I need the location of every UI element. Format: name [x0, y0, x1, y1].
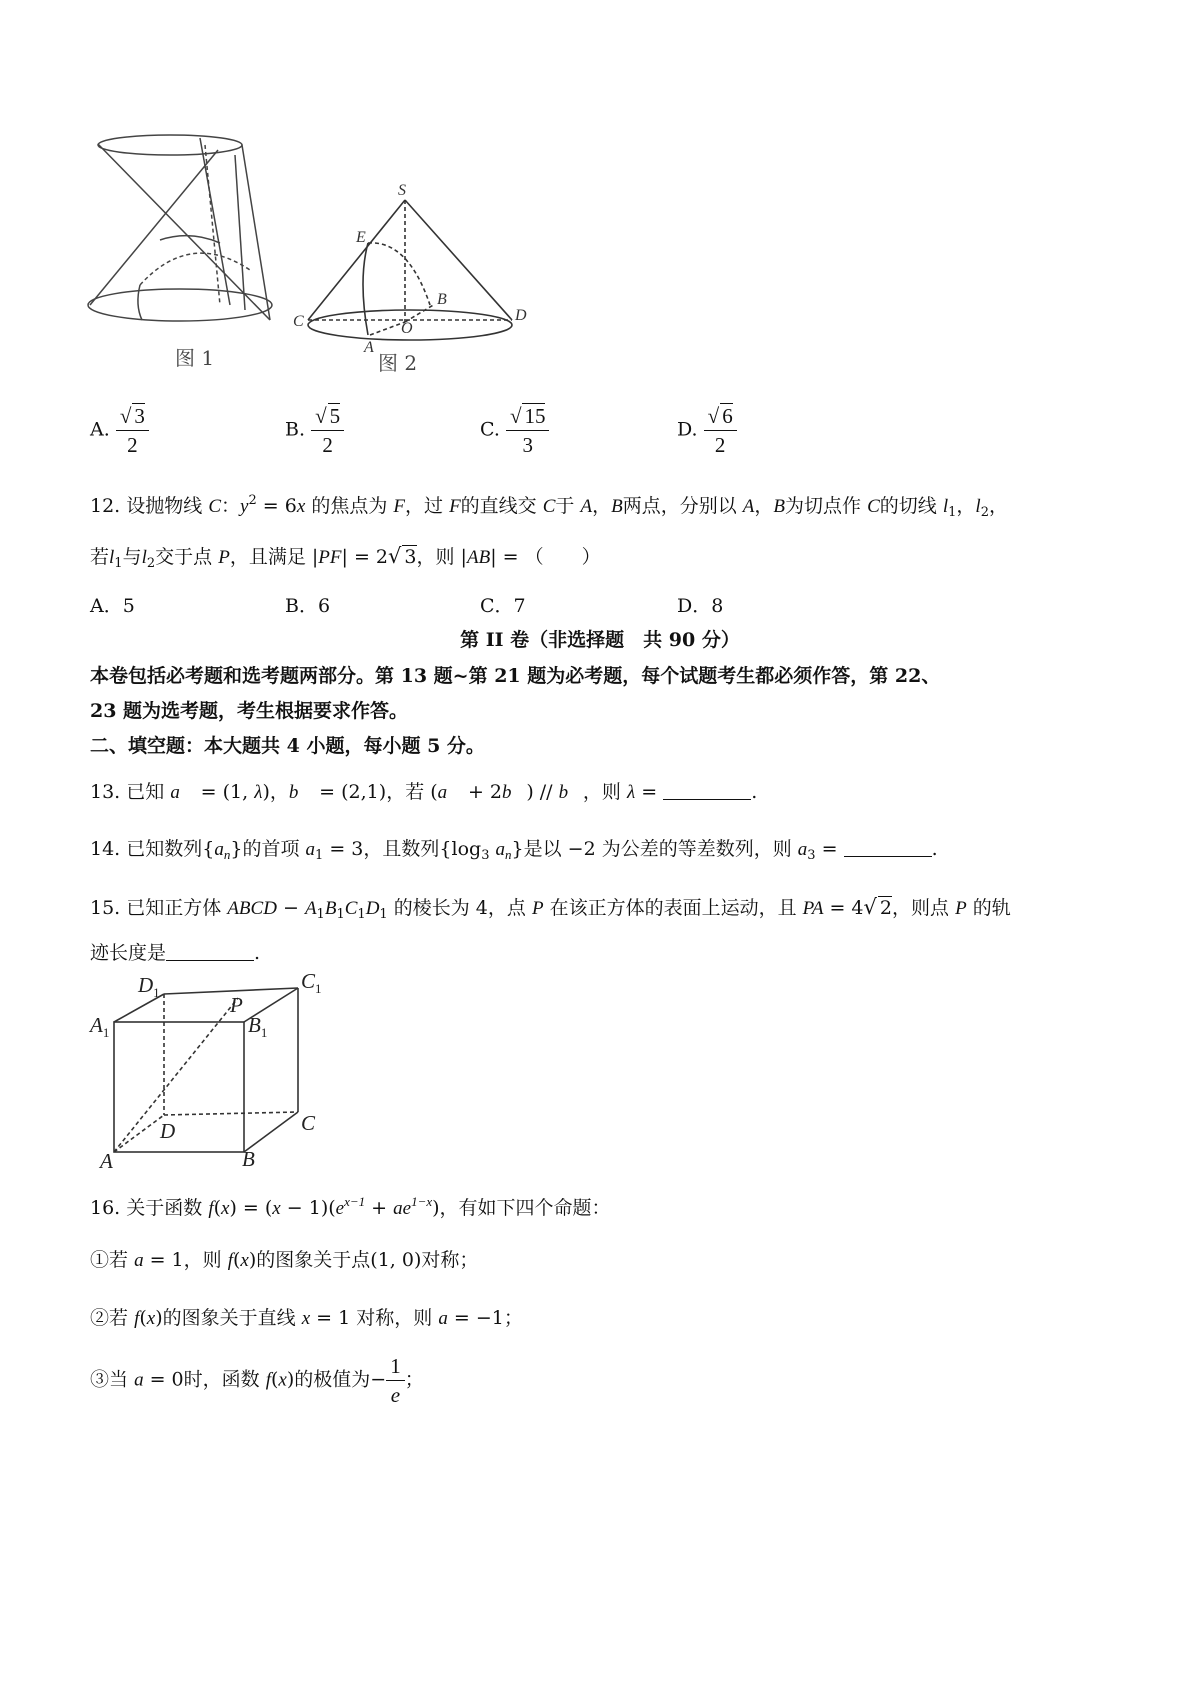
q11-figure-1: [80, 120, 295, 375]
text: 设抛物线: [126, 495, 203, 517]
option-value: 7: [513, 595, 526, 617]
q15-cube-figure: [88, 970, 328, 1170]
text: ，有如下四个命题：: [439, 1197, 611, 1219]
numerator: 5: [329, 404, 341, 428]
q12-line2: 若$l_1$与$l_2$交于点 P，且满足 |PF| = 2√ 3，则 |AB| = （ ）: [90, 544, 601, 571]
q11-figure-2: [290, 180, 535, 375]
denominator: 2: [127, 433, 138, 457]
q16-proposition-1: ①若 a = 1，则 f(x)的图象关于点(1, 0)对称；: [90, 1249, 479, 1271]
answer-parentheses: （ ）: [524, 546, 601, 568]
cube-label-b: B: [242, 1147, 255, 1170]
text: ②若: [90, 1307, 129, 1329]
text: 的极值为: [294, 1368, 371, 1391]
q11-option-c: [480, 402, 549, 459]
text: ；: [404, 1368, 424, 1391]
numerator: 3: [134, 404, 145, 428]
q15-line2: 迹长度是 .: [90, 942, 261, 964]
cube-label-b1: $B_1$: [248, 1013, 268, 1040]
cube-label-c: C: [301, 1111, 316, 1135]
cube-label-a: A: [100, 1149, 113, 1170]
fig2-label-d: D: [515, 307, 527, 324]
cube-label-p: P: [230, 993, 243, 1017]
text: 是以: [523, 838, 562, 860]
text: 已知: [126, 781, 165, 803]
text: 的焦点为: [311, 495, 388, 517]
q12-option-c: [480, 592, 526, 620]
option-value: 6: [317, 595, 331, 617]
option-label: B.: [285, 418, 306, 441]
fig2-label-e: E: [356, 229, 366, 246]
text: ，则点: [892, 897, 950, 919]
text: ，则: [183, 1249, 222, 1271]
answer-blank[interactable]: [166, 942, 254, 961]
option-label: D．: [677, 595, 712, 617]
text: 时，函数: [183, 1368, 260, 1391]
text: 为切点作: [785, 495, 862, 517]
numerator: 6: [722, 404, 733, 428]
cube-label-d: D: [160, 1119, 176, 1143]
option-label: A．: [90, 595, 123, 617]
text: 的棱长为 4，点: [393, 897, 526, 919]
text: 的图象关于点: [256, 1249, 371, 1271]
q12-line1: 12. 设抛物线 C：$y^2 = 6x$ 的焦点为 F，过 F的直线交 C于 A，B两点，分别以 A，B为切点作 C的切线 $l_1$，$l_2$，: [90, 493, 1008, 520]
part-heading: 二、填空题：本大题共 4 小题，每小题 5 分。: [90, 735, 485, 757]
answer-blank[interactable]: [844, 838, 932, 857]
text: ，则: [416, 546, 455, 568]
text: 迹长度是: [90, 942, 167, 964]
text: ，则: [582, 781, 621, 803]
fig1-caption: 图 1: [175, 346, 215, 370]
text: 已知数列: [126, 838, 203, 860]
option-label: B．: [285, 595, 318, 617]
answer-blank[interactable]: [663, 781, 751, 800]
denominator: 2: [322, 433, 333, 457]
text: 若: [90, 546, 110, 568]
text: 对称；: [421, 1249, 479, 1271]
q15-line1: 15. 已知正方体 ABCD − $A_1B_1C_1D_1$ 的棱长为 4，点 P 在该正方体的表面上运动，且 PA = 4√ 2，则点 P 的轨: [90, 895, 1011, 922]
text: ，若: [386, 781, 425, 803]
option-fraction: $\frac{√ 15}{3}$: [506, 402, 550, 459]
q16-proposition-3: ③当 a = 0时，函数 f(x)的极值为− $\frac{1}{e}$ ；: [90, 1354, 424, 1407]
text: 的直线交: [460, 495, 537, 517]
text: ，且数列: [363, 838, 440, 860]
denominator: 2: [714, 433, 726, 457]
text: 的轨: [972, 897, 1011, 919]
option-value: 5: [122, 595, 135, 617]
text: 在该正方体的表面上运动，且: [549, 897, 797, 919]
cube-label-a1: $A_1$: [90, 1013, 110, 1040]
question-number: 15.: [90, 897, 121, 919]
section-intro-line2: 23 题为选考题，考生根据要求作答。: [90, 700, 409, 722]
q14: 14. 已知数列$\{a_n\}$的首项 $a_1 = 3$，且数列{$\log_3$ $a_n$}是以 −2 为公差的等差数列，则 $a_3$ = .: [90, 838, 938, 863]
q13: 13. 已知 a⃗ = (1, λ)，b⃗ = (2,1)，若 (a⃗ + 2b⃗) // b⃗，则 λ = .: [90, 781, 758, 803]
fig2-label-o: O: [401, 320, 413, 337]
section-intro-line1: 本卷包括必考题和选考题两部分。第 13 题~第 21 题为必考题，每个试题考生都必须作答，第 22、: [90, 665, 941, 687]
fraction-one-over-e: $\frac{1}{e}$: [386, 1352, 405, 1409]
fig2-label-s: S: [398, 182, 406, 199]
text: 与: [122, 546, 142, 568]
option-fraction: $\frac{√ 5}{2}$: [311, 402, 344, 459]
question-number: 13.: [90, 781, 121, 803]
fig2-caption: 图 2: [378, 351, 418, 375]
text: 两点，分别以: [622, 495, 737, 517]
q11-option-a: [90, 402, 149, 459]
option-label: D.: [677, 418, 698, 441]
option-value: 8: [711, 595, 724, 617]
question-number: 14.: [90, 838, 121, 860]
q12-option-a: [90, 592, 135, 620]
q16-proposition-2: ②若 f(x)的图象关于直线 x = 1 对称，则 a = −1；: [90, 1307, 523, 1329]
denominator: 3: [522, 433, 533, 457]
text: 已知正方体: [126, 897, 222, 919]
q11-option-d: [677, 402, 737, 459]
question-number: 12.: [90, 495, 121, 517]
option-label: C．: [480, 595, 514, 617]
text: ①若: [90, 1249, 129, 1271]
text: 对称，则: [356, 1307, 433, 1329]
fig2-label-b: B: [437, 291, 447, 308]
option-label: C.: [480, 418, 500, 441]
text: 的首项: [242, 838, 300, 860]
text: 的切线: [879, 495, 937, 517]
text: 的图象关于直线: [162, 1307, 296, 1329]
fig2-label-a: A: [364, 339, 374, 356]
option-fraction: $\frac{√ 3}{2}$: [116, 402, 149, 459]
text: ；: [503, 1307, 523, 1329]
text: ③当: [90, 1368, 129, 1391]
question-number: 16.: [90, 1197, 121, 1219]
q11-option-b: [285, 402, 344, 459]
q16-intro: 16. 关于函数 $f(x) = (x - 1)(e^{x-1} + ae^{1-x})$，有如下四个命题：: [90, 1194, 611, 1219]
numerator: 15: [524, 404, 546, 428]
q12-option-b: [285, 592, 330, 620]
cube-label-c1: $C_1$: [301, 970, 322, 996]
text: 为公差的等差数列，则: [601, 838, 792, 860]
option-fraction: $\frac{√ 6}{2}$: [704, 402, 737, 459]
cube-label-d1: $D_1$: [138, 973, 160, 1000]
text: 于: [555, 495, 575, 517]
text: 关于函数: [126, 1197, 203, 1219]
q12-option-d: [677, 592, 723, 620]
text: ，且满足: [229, 546, 306, 568]
text: 交于点: [155, 546, 213, 568]
section-title: 第 II 卷（非选择题 共 90 分）: [460, 629, 740, 651]
fig2-label-c: C: [293, 313, 304, 330]
text: ，过: [405, 495, 444, 517]
option-label: A.: [90, 418, 110, 441]
